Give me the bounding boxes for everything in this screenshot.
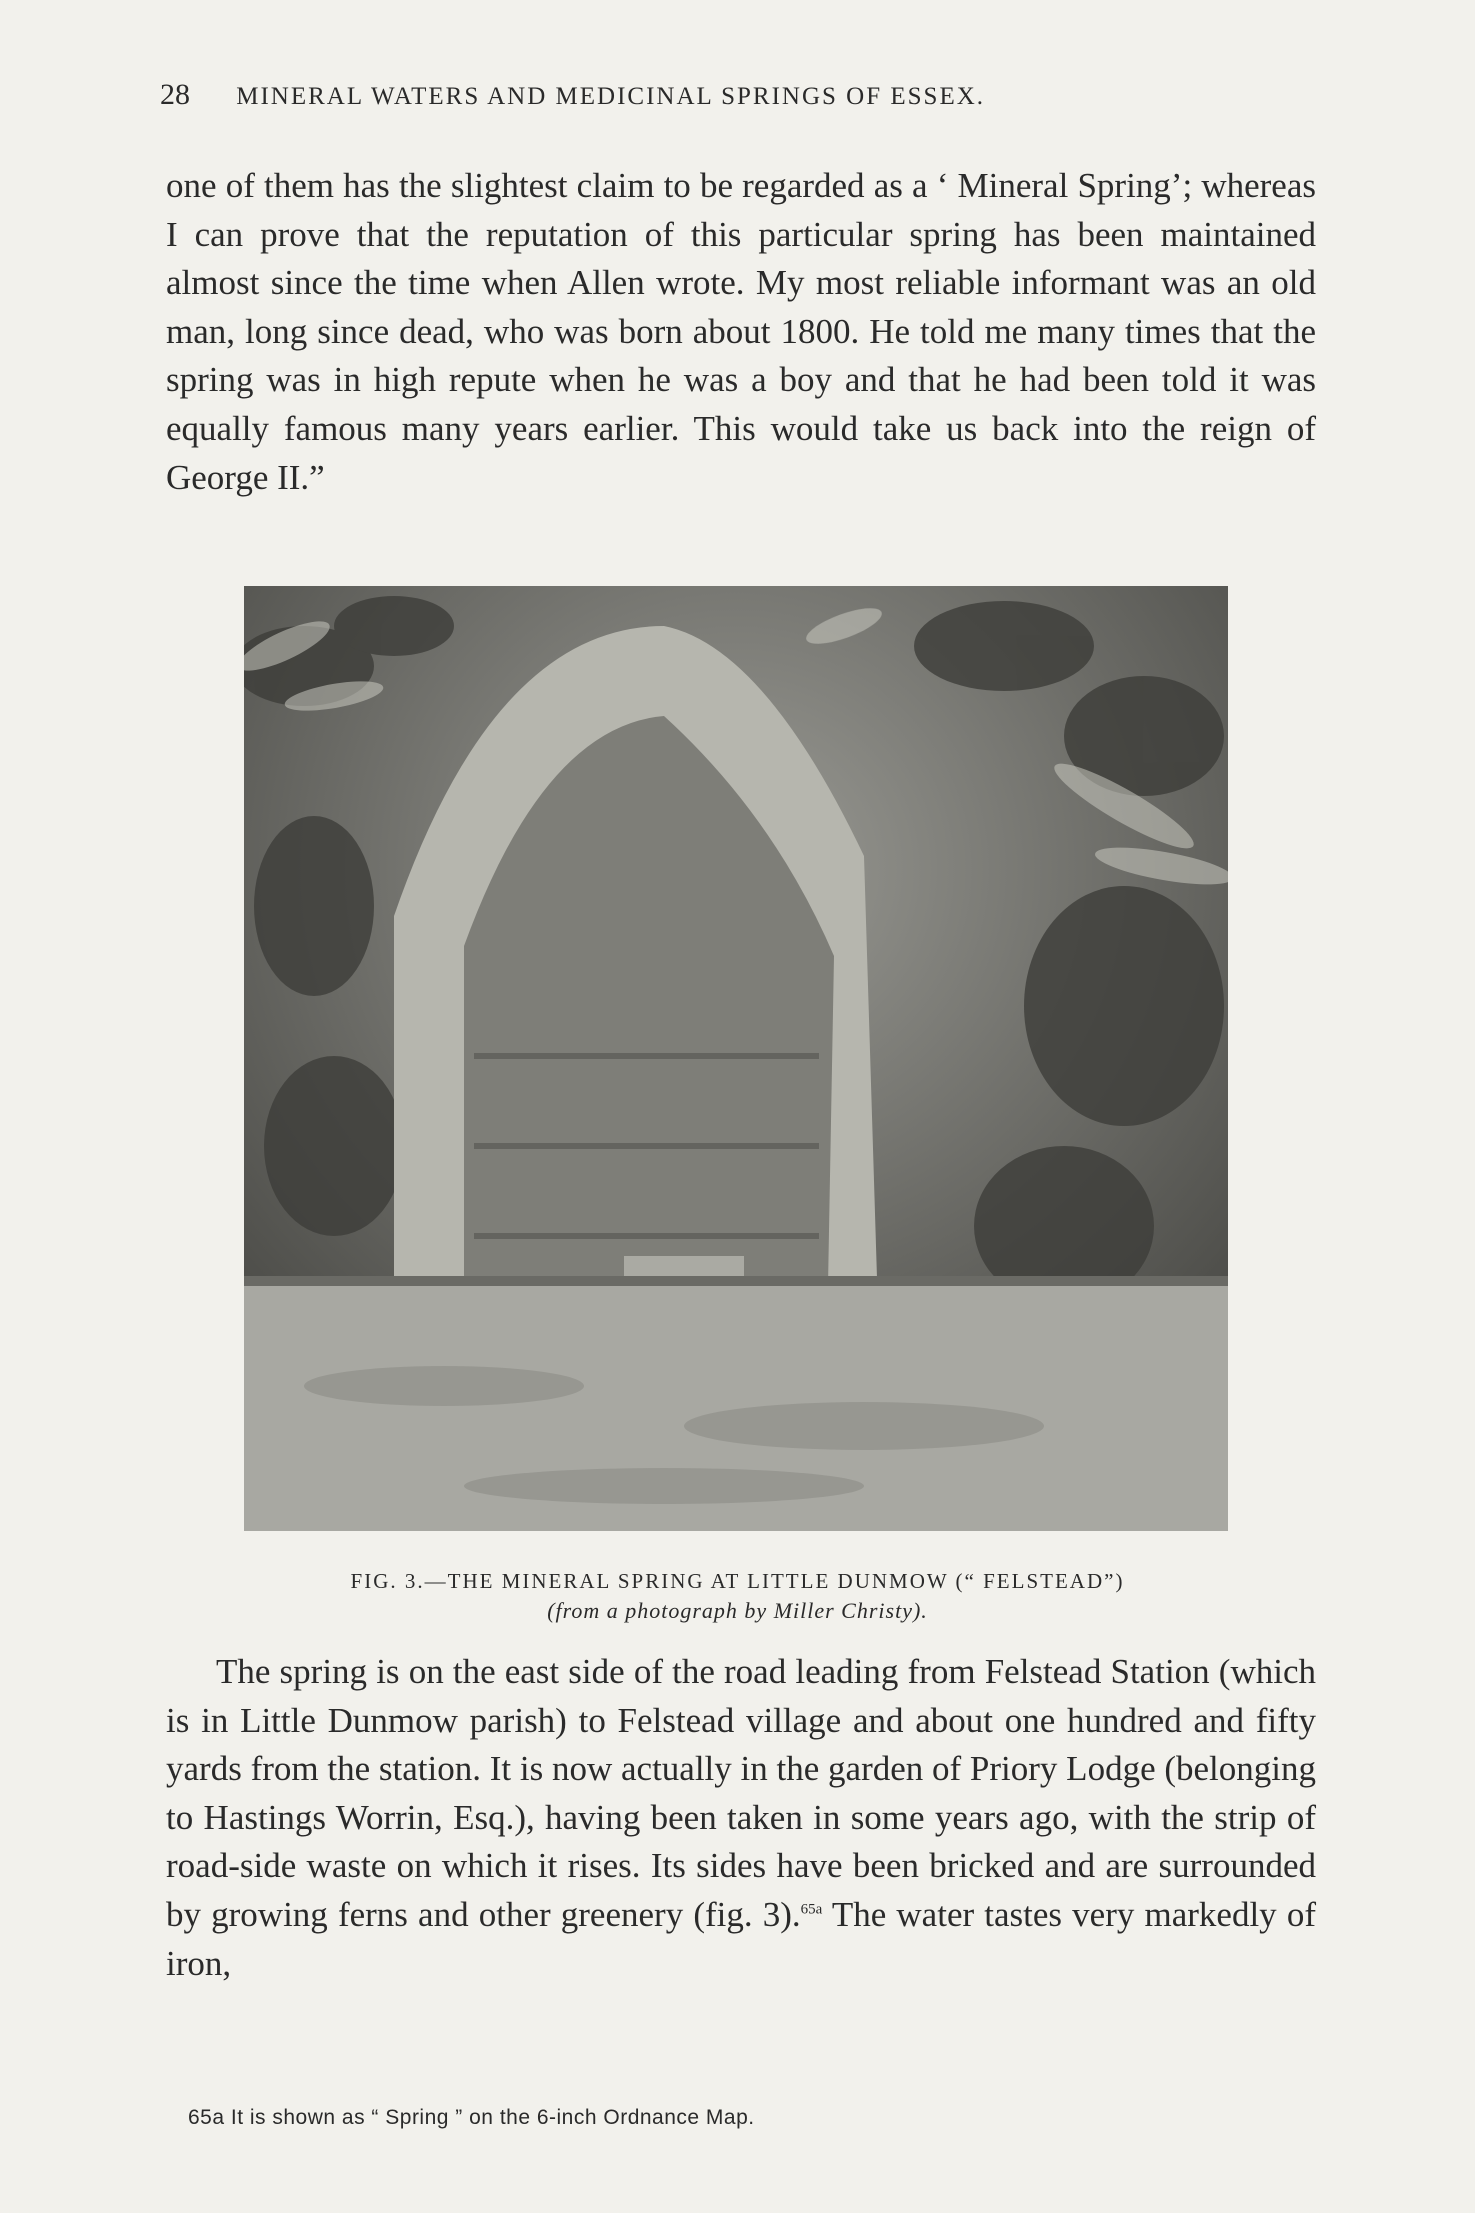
running-header [160,78,1240,112]
paragraph-1-text: one of them has the slightest claim to be regarded as a ‘ Mineral Spring’; whereas I can prove that the reputation of this particular spring has been maintained almost since the time when Allen wrote. My most reliable informant was an old man, long since dead, who was born about 1800. He told me many times that the spring was in high repute when he was a boy and that he had been told it was equally famous many years earlier. This would take us back into the reign of George II.” [166,166,1316,497]
paragraph-2-main: The spring is on the east side of the road leading from Felstead Station (which is in Little Dunmow parish) to Felstead village and about one hundred and fifty yards from the station. It is now actually in the garden of Priory Lodge (belonging to Hastings Worrin, Esq.), having been taken in some years ago, with the strip of road-side waste on which it rises. Its sides have been bricked and are surrounded by growing ferns and other greenery (fig. 3). [166,1652,1316,1934]
paragraph-2-tail: The water tastes very markedly of iron, [166,1894,1316,1983]
figure-caption [160,1566,1315,1626]
paragraph-2-text [166,1648,1316,1988]
paragraph-2 [166,1648,1316,1988]
figure-caption-title: FIG. 3.—THE MINERAL SPRING AT LITTLE DUNMOW (“ FELSTEAD”) [350,1569,1125,1593]
figure-caption-credit: (from a photograph by Miller Christy). [547,1598,928,1623]
spring-photograph [244,586,1228,1531]
page-number: 28 [160,78,190,111]
paragraph-1 [166,162,1316,502]
photo-illustration [244,586,1228,1531]
ground-edge [244,1276,1228,1286]
footnote-marker[interactable]: 65a [800,1901,823,1918]
running-title: MINERAL WATERS AND MEDICINAL SPRINGS OF ESSEX. [236,83,986,110]
footnote: 65a It is shown as “ Spring ” on the 6-inch Ordnance Map. [188,2106,755,2129]
